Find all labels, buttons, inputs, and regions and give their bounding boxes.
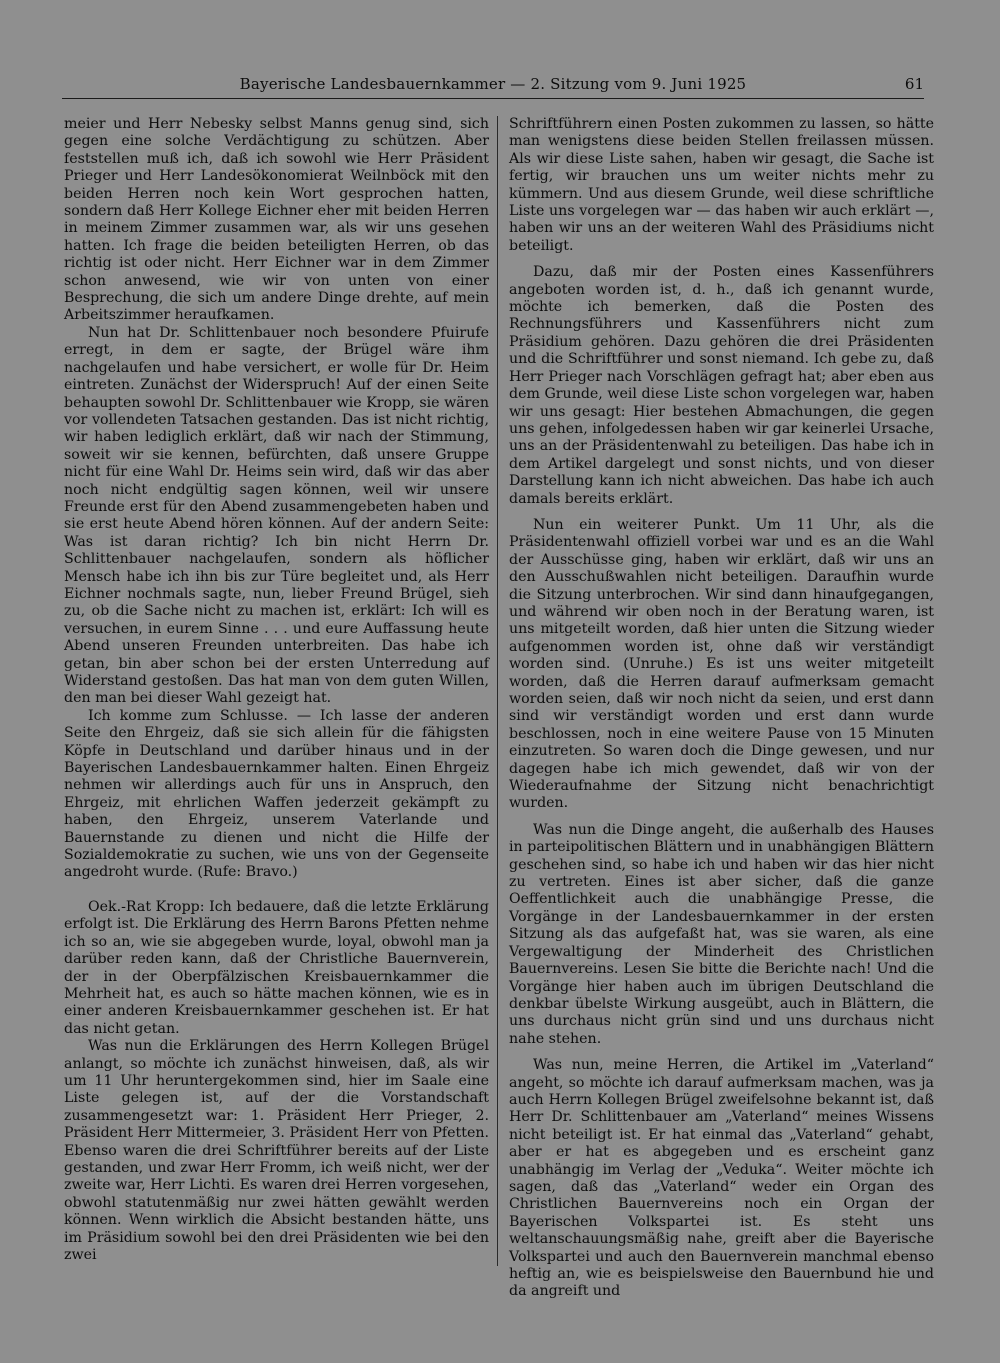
paragraph: Oek.-Rat Kropp: Ich bedauere, daß die letzte Erklärung erfolgt ist. Die Erklärung des Herrn Barons Pfetten nehme ich so an, wie sie abgegeben wurde, loyal, obwohl man ja darüber reden kann, daß der Christliche Bauernverein, der in der Oberpfälzischen Kreisbauernkammer die Mehrheit hat, es auch so hätte machen können, wie es in einer anderen Kreisbauernkammer geschehen ist. Er hat das nicht getan. [64, 898, 489, 1037]
paragraph: meier und Herr Nebesky selbst Manns genug sind, sich gegen eine solche Verdächtigung zu schützen. Aber feststellen muß ich, daß ich sowohl wie Herr Präsident Prieger und Herr Landesökonomierat Weilnböck mit den beiden Herren noch kein Wort gesprochen hatten, sondern daß Herr Kollege Eichner eher mit beiden Herren in meinem Zimmer zusammen war, als wir uns gesehen hatten. Ich frage die beiden beteiligten Herren, ob das richtig ist oder nicht. Herr Eichner war in dem Zimmer schon anwesend, wie wir von unten von einer Besprechung, die sich um andere Dinge drehte, auf mein Arbeitszimmer heraufkamen. [64, 116, 489, 324]
paragraph: Schriftführern einen Posten zukommen zu lassen, so hätte man wenigstens diese beiden Stellen freilassen müssen. Als wir diese Liste sahen, haben wir gesagt, die Sache ist fertig, wir brauchen uns um weiter nichts mehr zu kümmern. Und aus diesem Grunde, weil diese schriftliche Liste uns vorgelegen war — das haben wir auch erklärt —, haben wir uns an der weiteren Wahl des Präsidiums nicht beteiligt. [509, 116, 934, 254]
paragraph: Was nun, meine Herren, die Artikel im „Vaterland“ angeht, so möchte ich darauf aufmerksam machen, was ja auch Herrn Kollegen Brügel zweifelsohne bekannt ist, daß Herr Dr. Schlittenbauer am „Vaterland“ meines Wissens nicht beteiligt ist. Er hat einmal das „Vaterland“ gehabt, aber er hat es abgegeben und es erscheint ganz unabhängig im Verlag der „Veduka“. Weiter möchte ich sagen, daß das „Vaterland“ weder ein Organ des Christlichen Bauernvereins noch ein Organ der Bayerischen Volkspartei ist. Es steht uns weltanschauungsmäßig nahe, greift aber die Bayerische Volkspartei und auch den Bauernverein manchmal ebenso heftig an, wie es beispielsweise den Bauernbund hie und da angreift und [509, 1057, 934, 1300]
paragraph: Was nun die Dinge angeht, die außerhalb des Hauses in parteipolitischen Blättern und in unabhängigen Blättern geschehen sind, so habe ich und haben wir das hier nicht zu vertreten. Eines ist aber sicher, daß die ganze Oeffentlichkeit auch die unabhängige Presse, die Vorgänge in der Landesbauernkammer in der ersten Sitzung als das aufgefaßt hat, was sie waren, als eine Vergewaltigung der Minderheit des Christlichen Bauernvereins. Lesen Sie bitte die Berichte nach! Und die Vorgänge hier haben auch im übrigen Deutschland die denkbar übelste Wirkung ausgeübt, auch in Blättern, die uns durchaus nicht grün sind und uns durchaus nicht nahe stehen. [509, 821, 934, 1047]
running-head: Bayerische Landesbauernkammer — 2. Sitzung vom 9. Juni 1925 [239, 75, 747, 93]
left-column [64, 116, 489, 1266]
paragraph: Nun ein weiterer Punkt. Um 11 Uhr, als die Präsidentenwahl offiziell vorbei war und es an die Wahl der Ausschüsse ging, haben wir erklärt, daß wir uns an den Ausschußwahlen nicht beteiligen. Daraufhin wurde die Sitzung unterbrochen. Wir sind dann hinaufgegangen, und während wir oben noch in der Beratung waren, ist uns mitgeteilt worden, daß hier unten die Sitzung wieder aufgenommen worden ist, ohne daß wir verständigt worden sind. (Unruhe.) Es ist uns weiter mitgeteilt worden, daß die Herren darauf aufmerksam gemacht worden seien, daß wir noch nicht da seien, und erst dann sind wir verständigt worden und erst dann wurde beschlossen, noch in eine weitere Pause von 15 Minuten einzutreten. So waren doch die Dinge gewesen, und nur dagegen habe ich mich gewendet, daß wir von der Wiederaufnahme der Sitzung nicht benachrichtigt wurden. [509, 516, 934, 812]
paragraph: Dazu, daß mir der Posten eines Kassenführers angeboten worden ist, d. h., daß ich genannt wurde, möchte ich bemerken, daß die Posten des Rechnungsführers und Kassenführers nicht zum Präsidium gehören. Dazu gehören die drei Präsidenten und die Schriftführer und sonst niemand. Ich gebe zu, daß Herr Prieger nach Vorschlägen gefragt hat; aber eben aus dem Grunde, weil diese Liste schon vorgelegen war, haben wir uns gesagt: Hier bestehen Abmachungen, die gegen uns gehen, infolgedessen haben wir gar keinerlei Ursache, uns an der Präsidentenwahl zu beteiligen. Das habe ich in dem Artikel dargelegt und sonst nichts, und von dieser Darstellung kann ich nicht abweichen. Das habe ich auch damals bereits erklärt. [509, 264, 934, 507]
page-number: 61 [904, 75, 924, 93]
paragraph: Ich komme zum Schlusse. — Ich lasse der anderen Seite den Ehrgeiz, daß sie sich allein für die fähigsten Köpfe in Deutschland und darüber hinaus und in der Bayerischen Landesbauernkammer halten. Einen Ehrgeiz nehmen wir allerdings auch für uns in Anspruch, den Ehrgeiz, mit ehrlichen Waffen jederzeit gekämpft zu haben, den Ehrgeiz, unserem Vaterlande und Bauernstande zu dienen und nicht die Hilfe der Sozialdemokratie zu suchen, wie uns von der Gegenseite angedroht wurde. (Rufe: Bravo.) [64, 707, 489, 881]
page-header [62, 74, 924, 99]
column-divider [497, 116, 498, 1266]
paragraph: Nun hat Dr. Schlittenbauer noch besondere Pfuirufe erregt, in dem er sagte, der Brügel wäre ihm nachgelaufen und habe versichert, er wolle für Dr. Heim eintreten. Zunächst der Widerspruch! Auf der einen Seite behaupten sowohl Dr. Schlittenbauer wie Kropp, sie wären vor vollendeten Tatsachen gestanden. Das ist nicht richtig, wir haben lediglich erklärt, daß wir nach der Stimmung, soweit wir sie kennen, befürchten, daß unsere Gruppe nicht für eine Wahl Dr. Heims sein wird, daß wir das aber noch nicht endgültig sagen können, weil wir unsere Freunde erst für den Abend zusammengebeten haben und sie erst heute Abend hören können. Auf der andern Seite: Was ist daran richtig? Ich bin nicht Herrn Dr. Schlittenbauer nachgelaufen, sondern als höflicher Mensch habe ich ihn bis zur Türe begleitet und, als Herr Eichner nochmals sagte, nun, lieber Freund Brügel, sieh zu, ob die Sache nicht zu machen ist, erklärt: Ich will es versuchen, in eurem Sinne . . . und eure Auffassung heute Abend unseren Freunden unterbreiten. Das habe ich getan, bin aber schon bei der ersten Unterredung auf Widerstand gestoßen. Das hat man von dem guten Willen, den man bei dieser Wahl gezeigt hat. [64, 324, 489, 707]
paragraph: Was nun die Erklärungen des Herrn Kollegen Brügel anlangt, so möchte ich zunächst hinweisen, daß, als wir um 11 Uhr heruntergekommen sind, hier im Saale eine Liste gelegen ist, auf der die Vorstandschaft zusammengesetzt war: 1. Präsident Herr Prieger, 2. Präsident Herr Mittermeier, 3. Präsident Herr von Pfetten. Ebenso waren die drei Schriftführer bereits auf der Liste gestanden, und zwar Herr Fromm, ich weiß nicht, wer der zweite war, Herr Lichti. Es waren drei Herren vorgesehen, obwohl statutenmäßig nur zwei hätten gewählt werden können. Wenn wirklich die Absicht bestanden hätte, uns im Präsidium sowohl bei den drei Präsidenten wie bei den zwei [64, 1038, 489, 1263]
right-column [509, 116, 934, 1300]
